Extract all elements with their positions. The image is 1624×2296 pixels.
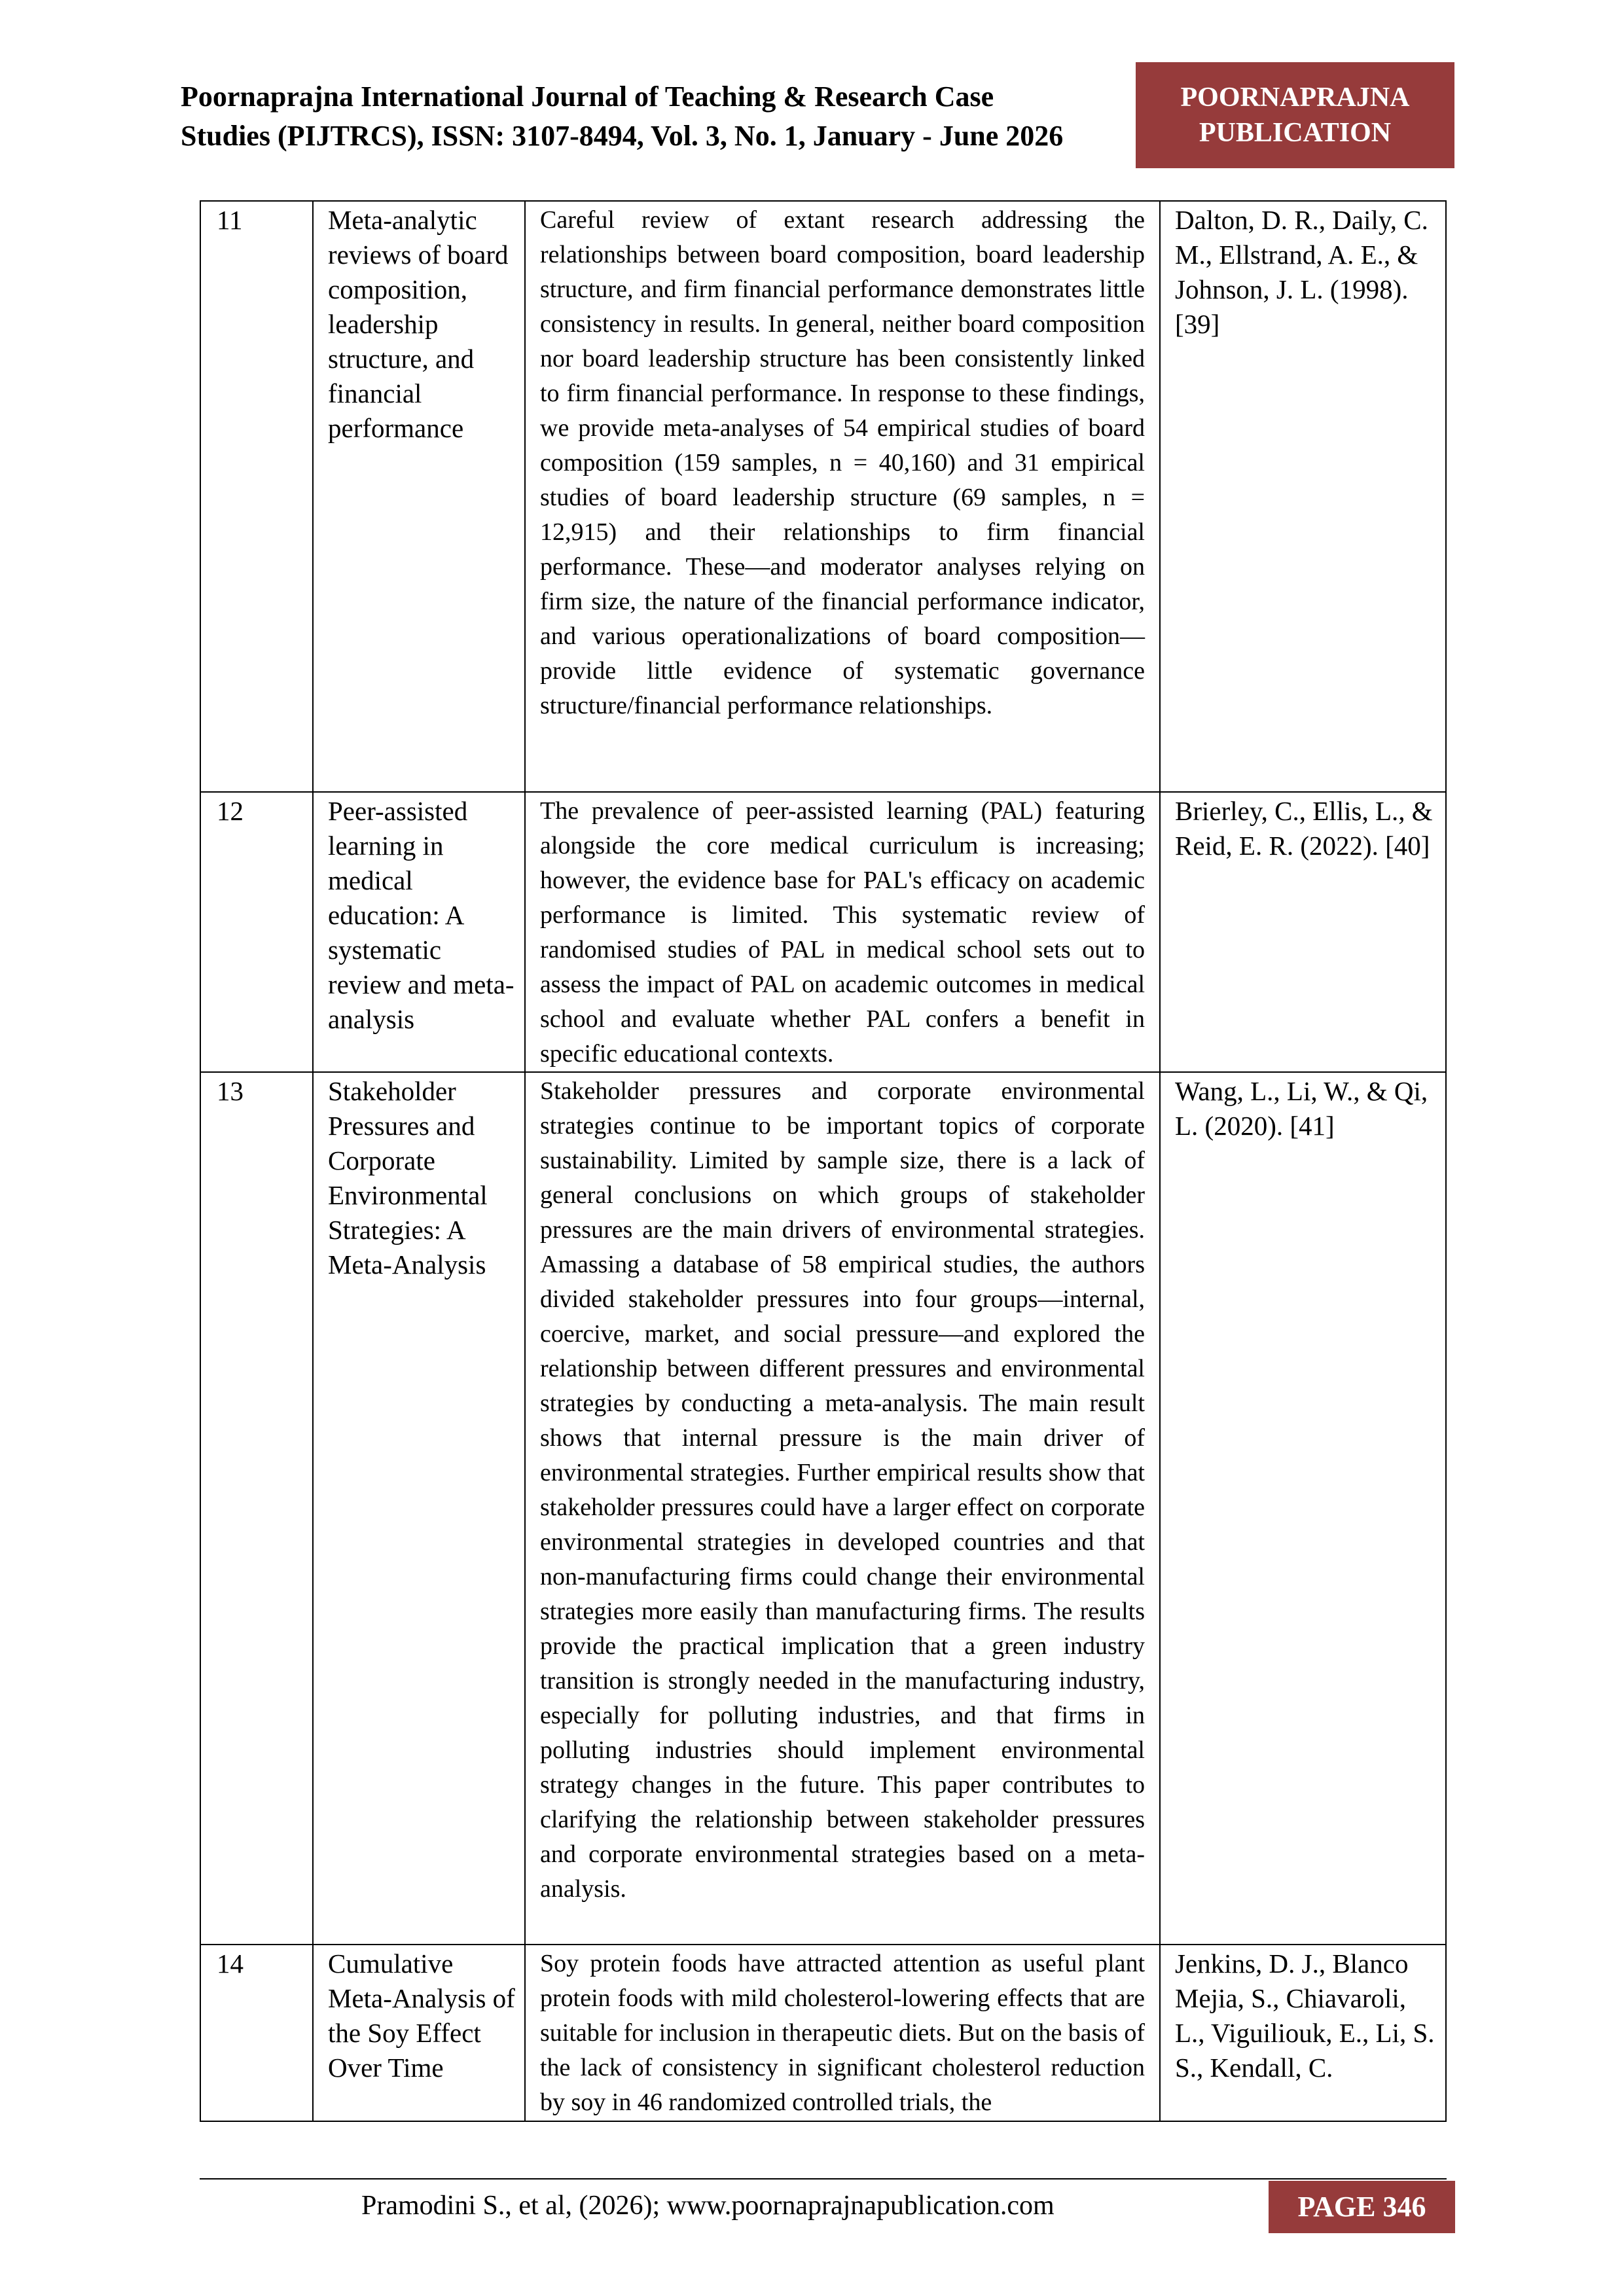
row-number: 12 [200,792,313,1072]
publisher-badge [1136,62,1454,168]
journal-title-line-2: Studies (PIJTRCS), ISSN: 3107-8494, Vol. 3, No. 1, January - June 2026 [181,120,1064,152]
publisher-name-line-1: POORNAPRAJNA [1180,82,1410,113]
study-title: Meta-analytic reviews of board composition, leadership structure, and financial performance [313,201,525,792]
publisher-name-line-2: PUBLICATION [1199,118,1392,148]
study-reference: Jenkins, D. J., Blanco Mejia, S., Chiavaroli, L., Viguiliouk, E., Li, S. S., Kendall, C. [1160,1945,1446,2121]
row-number: 14 [200,1945,313,2121]
table-row [200,792,1446,1072]
study-abstract: The prevalence of peer-assisted learning (PAL) featuring alongside the core medical curriculum is increasing; however, the evidence base for PAL's efficacy on academic performance is limited. This systematic review of randomised studies of PAL in medical school sets out to assess the impact of PAL on academic outcomes in medical school and evaluate whether PAL confers a benefit in specific educational contexts. [525,792,1160,1072]
study-title: Cumulative Meta-Analysis of the Soy Effect Over Time [313,1945,525,2121]
study-reference: Dalton, D. R., Daily, C. M., Ellstrand, A. E., & Johnson, J. L. (1998). [39] [1160,201,1446,792]
journal-header [181,77,1130,156]
journal-title-line-1: Poornaprajna International Journal of Teaching & Research Case [181,81,994,113]
study-abstract: Stakeholder pressures and corporate environmental strategies continue to be important topics of corporate sustainability. Limited by sample size, there is a lack of general conclusions on which groups of stakeholder pressures are the main drivers of environmental strategies. Amassing a database of 58 empirical studies, the authors divided stakeholder pressures into four groups—internal, coercive, market, and social pressure—and explored the relationship between different pressures and environmental strategies by conducting a meta-analysis. The main result shows that internal pressure is the main driver of environmental strategies. Further empirical results show that stakeholder pressures could have a larger effect on corporate environmental strategies in developed countries and that non-manufacturing firms could change their environmental strategies more easily than manufacturing firms. The results provide the practical implication that a green industry transition is strongly needed in the manufacturing industry, especially for polluting industries, and that firms in polluting industries should implement environmental strategy changes in the future. This paper contributes to clarifying the relationship between stakeholder pressures and corporate environmental strategies based on a meta-analysis. [525,1072,1160,1945]
study-abstract: Careful review of extant research addressing the relationships between board composition, board leadership structure, and firm financial performance demonstrates little consistency in results. In general, neither board composition nor board leadership structure has been consistently linked to firm financial performance. In response to these findings, we provide meta-analyses of 54 empirical studies of board composition (159 samples, n = 40,160) and 31 empirical studies of board leadership structure (69 samples, n = 12,915) and their relationships to firm financial performance. These—and moderator analyses relying on firm size, the nature of the financial performance indicator, and various operationalizations of board composition—provide little evidence of systematic governance structure/financial performance relationships. [525,201,1160,792]
footer-divider [200,2178,1447,2179]
study-reference: Wang, L., Li, W., & Qi, L. (2020). [41] [1160,1072,1446,1945]
study-title: Peer-assisted learning in medical education: A systematic review and meta-analysis [313,792,525,1072]
row-number: 11 [200,201,313,792]
footer-citation: Pramodini S., et al, (2026); www.poornaprajnapublication.com [361,2191,1055,2221]
table-row [200,201,1446,792]
literature-review-table [200,200,1447,2122]
row-number: 13 [200,1072,313,1945]
table-row [200,1945,1446,2121]
table-row [200,1072,1446,1945]
study-abstract: Soy protein foods have attracted attention as useful plant protein foods with mild cholesterol-lowering effects that are suitable for inclusion in therapeutic diets. But on the basis of the lack of consistency in significant cholesterol reduction by soy in 46 randomized controlled trials, the [525,1945,1160,2121]
study-reference: Brierley, C., Ellis, L., & Reid, E. R. (2022). [40] [1160,792,1446,1072]
study-title: Stakeholder Pressures and Corporate Environmental Strategies: A Meta-Analysis [313,1072,525,1945]
page-number-badge: PAGE 346 [1269,2181,1455,2233]
